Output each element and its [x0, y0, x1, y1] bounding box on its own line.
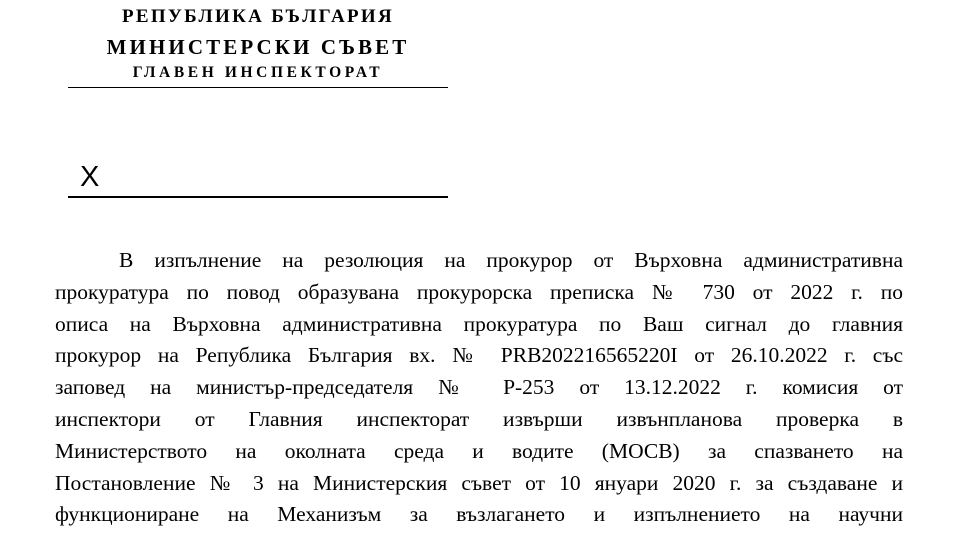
body-paragraph	[55, 245, 903, 531]
body-line: описа на Върховна административна прокуратура по Ваш сигнал до главния	[55, 311, 903, 336]
recipient-underline	[68, 196, 448, 198]
body-line: функциониране на Механизъм за възлагането и изпълнението на научни	[55, 502, 903, 527]
recipient-name: X	[80, 161, 100, 193]
header-divider	[68, 87, 448, 88]
body-line: заповед на министър-председателя № Р-253 от 13.12.2022 г. комисия от	[55, 375, 903, 400]
body-line: В изпълнение на резолюция на прокурор от Върховна административна	[119, 248, 903, 272]
body-line: инспектори от Главния инспекторат извърши извънпланова проверка в	[55, 406, 903, 431]
header-council: МИНИСТЕРСКИ СЪВЕТ	[106, 35, 410, 59]
header-inspectorate: ГЛАВЕН ИНСПЕКТОРАТ	[132, 64, 384, 81]
body-line: прокуратура по повод образувана прокурорска преписка № 730 от 2022 г. по	[55, 279, 903, 304]
body-line: Министерството на околната среда и водите (МОСВ) за спазването на	[55, 438, 903, 463]
body-line: Постановление № 3 на Министерския съвет от 10 януари 2020 г. за създаване и	[55, 470, 903, 495]
body-line: прокурор на Република България вх. № PRB202216565220I от 26.10.2022 г. със	[55, 343, 903, 368]
header-republic: РЕПУБЛИКА БЪЛГАРИЯ	[121, 6, 395, 27]
coat-of-arms-icon	[242, 0, 270, 5]
